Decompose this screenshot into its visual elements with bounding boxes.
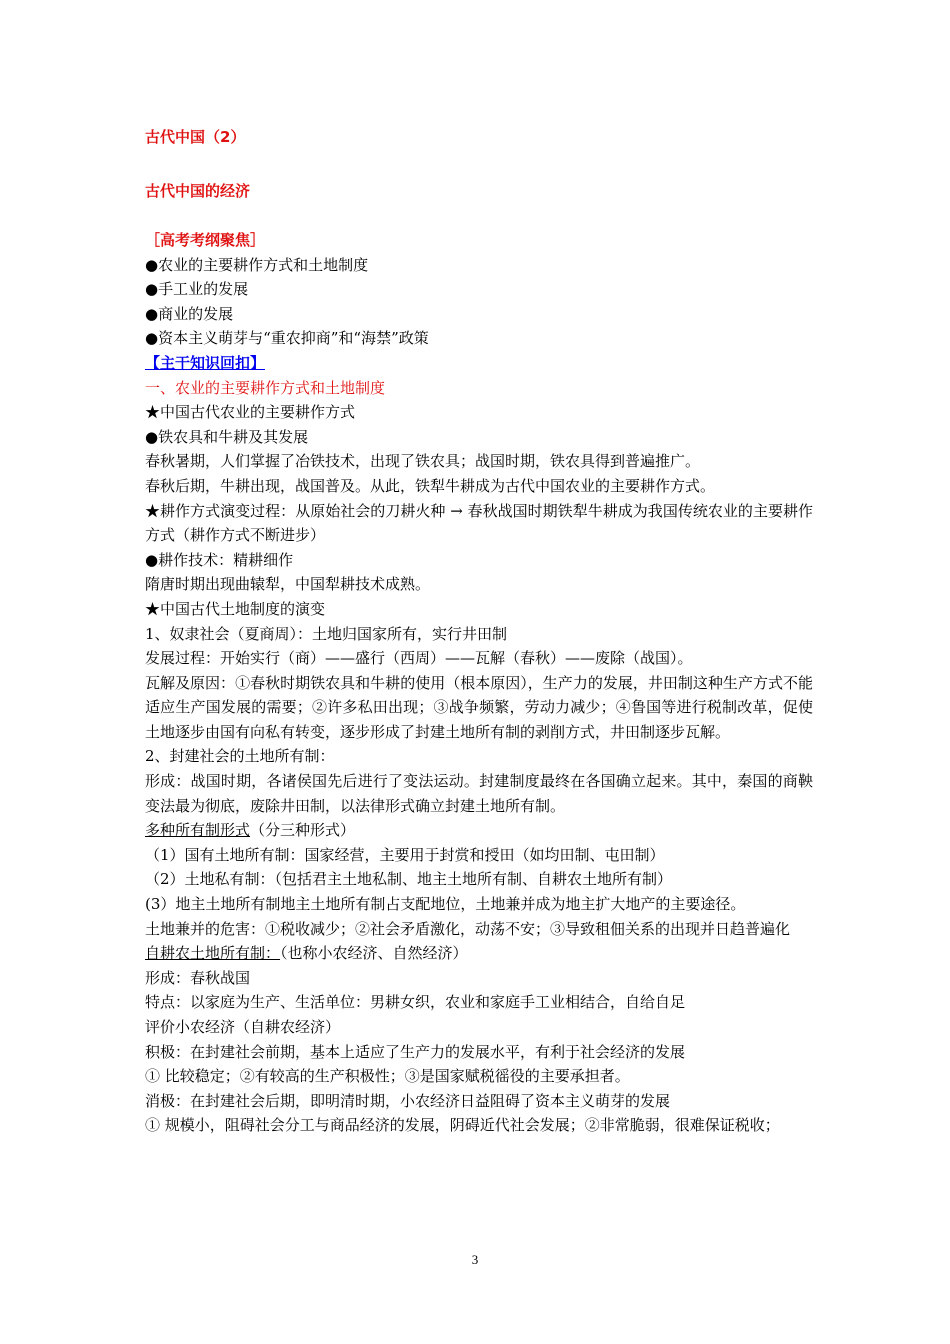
paragraph — [145, 941, 813, 966]
paragraph: ●耕作技术：精耕细作 — [145, 550, 294, 569]
document-subtitle: 古代中国的经济 — [145, 182, 251, 200]
paragraph-text: （也称小农经济、自然经济） — [280, 944, 468, 963]
underlined-term: 多种所有制形式 — [145, 821, 251, 840]
paragraph: 1、奴隶社会（夏商周）：土地归国家所有，实行井田制 — [145, 624, 508, 643]
paragraph: （2）土地私有制：（包括君主土地私制、地主土地所有制、自耕农土地所有制） — [145, 870, 673, 889]
paragraph — [145, 818, 813, 843]
paragraph: 评价小农经济（自耕农经济） — [145, 1018, 341, 1036]
paragraph: 形成：春秋战国 — [145, 968, 251, 987]
document-body — [145, 228, 813, 1138]
paragraph: ●铁农具和牛耕及其发展 — [145, 427, 309, 446]
focus-item: ●商业的发展 — [145, 304, 234, 323]
section-heading: 一、农业的主要耕作方式和土地制度 — [145, 378, 386, 397]
paragraph: 形成：战国时期，各诸侯国先后进行了变法运动。封建制度最终在各国确立起来。其中，秦国的商鞅变法最为彻底，废除井田制，以法律形式确立封建土地所有制。 — [145, 772, 813, 815]
exam-focus-heading: ［高考考纲聚焦］ — [145, 231, 266, 249]
paragraph: ① 比较稳定；②有较高的生产积极性；③是国家赋税徭役的主要承担者。 — [145, 1067, 630, 1086]
paragraph-text: （分三种形式） — [250, 821, 356, 840]
paragraph: 隋唐时期出现曲辕犁，中国犁耕技术成熟。 — [145, 575, 431, 594]
paragraph: (3）地主土地所有制地主土地所有制占支配地位，土地兼并成为地主扩大地产的主要途径。 — [145, 895, 746, 914]
paragraph: 消极：在封建社会后期，即明清时期，小农经济日益阻碍了资本主义萌芽的发展 — [145, 1091, 671, 1110]
paragraph: 春秋后期，牛耕出现，战国普及。从此，铁犁牛耕成为古代中国农业的主要耕作方式。 — [145, 476, 716, 495]
paragraph: 瓦解及原因：①春秋时期铁农具和牛耕的使用（根本原因），生产力的发展，井田制这种生产方式不能适应生产国发展的需要；②许多私田出现；③战争频繁，劳动力减少；④鲁国等进行税制改革，促使土地逐步由国有向私有转变，逐步形成了封建土地所有制的剥削方式，井田制逐步瓦解。 — [145, 673, 813, 741]
underlined-term: 自耕农土地所有制： — [145, 944, 281, 963]
focus-item: ●资本主义萌芽与“重农抑商”和“海禁”政策 — [145, 329, 429, 348]
paragraph: （1）国有土地所有制：国家经营，主要用于封赏和授田（如均田制、屯田制） — [145, 845, 665, 864]
focus-item: ●农业的主要耕作方式和土地制度 — [145, 255, 369, 274]
paragraph: 土地兼并的危害：①税收减少；②社会矛盾激化，动荡不安；③导致租佃关系的出现并日趋普遍化 — [145, 919, 791, 938]
paragraph: ★耕作方式演变过程：从原始社会的刀耕火种 → 春秋战国时期铁犁牛耕成为我国传统农业的主要耕作方式（耕作方式不断进步） — [145, 501, 813, 545]
paragraph: 发展过程：开始实行（商）——盛行（西周）——瓦解（春秋）——废除（战国）。 — [145, 649, 693, 668]
document-title: 古代中国（2） — [145, 128, 246, 146]
paragraph: 特点：以家庭为生产、生活单位：男耕女织，农业和家庭手工业相结合，自给自足 — [145, 993, 686, 1012]
focus-item: ●手工业的发展 — [145, 280, 249, 299]
page-number: 3 — [471, 1252, 479, 1267]
paragraph: 积极：在封建社会前期，基本上适应了生产力的发展水平，有利于社会经济的发展 — [145, 1042, 686, 1061]
main-knowledge-heading: 【主干知识回扣】 — [145, 353, 266, 372]
paragraph: 2、封建社会的土地所有制： — [145, 747, 335, 766]
paragraph: ★中国古代农业的主要耕作方式 — [145, 403, 356, 422]
paragraph: 春秋暑期，人们掌握了冶铁技术，出现了铁农具；战国时期，铁农具得到普遍推广。 — [145, 452, 701, 471]
paragraph: ★中国古代土地制度的演变 — [145, 599, 326, 618]
paragraph: ① 规模小，阻碍社会分工与商品经济的发展，阴碍近代社会发展；②非常脆弱，很难保证税收； — [145, 1116, 780, 1135]
